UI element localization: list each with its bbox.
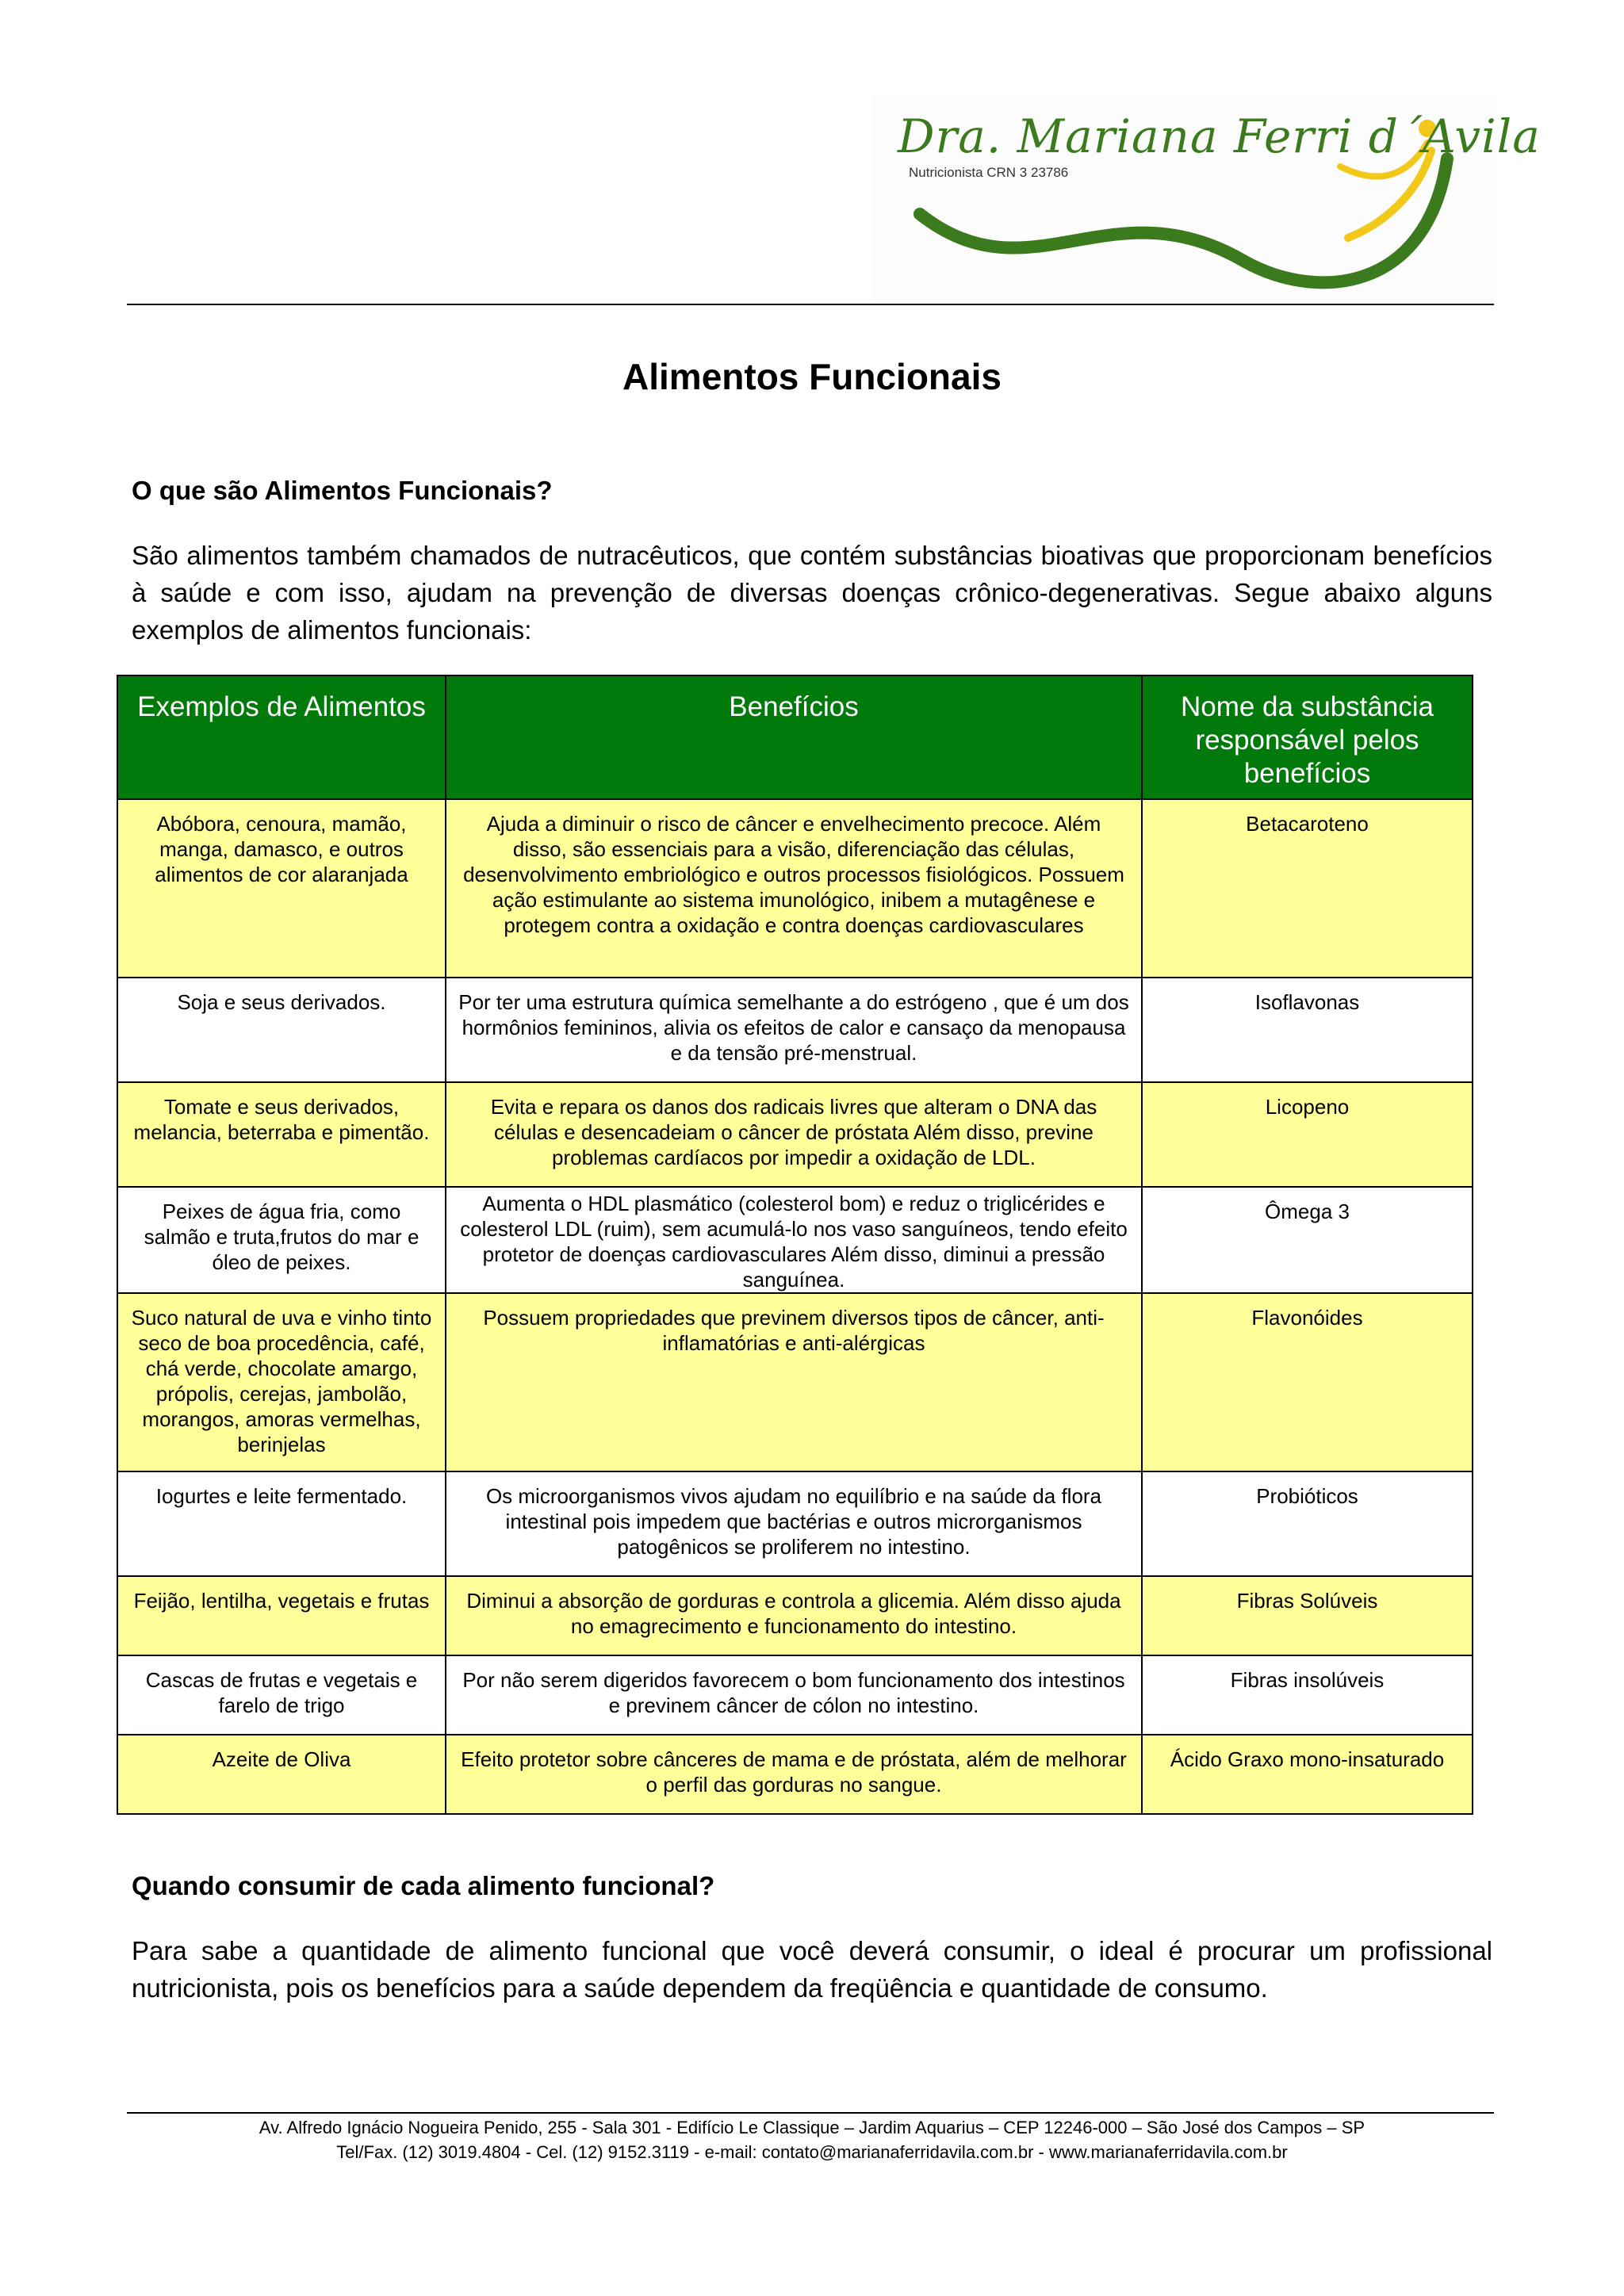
header-foods: Exemplos de Alimentos bbox=[117, 675, 446, 799]
table-row bbox=[117, 1576, 1473, 1655]
food-cell: Feijão, lentilha, vegetais e frutas bbox=[117, 1576, 446, 1655]
header-substance: Nome da substância responsável pelos benefícios bbox=[1142, 675, 1473, 799]
benefit-cell: Efeito protetor sobre cânceres de mama e de próstata, além de melhorar o perfil das gorduras no sangue. bbox=[446, 1735, 1142, 1814]
food-cell: Iogurtes e leite fermentado. bbox=[117, 1471, 446, 1576]
table-row bbox=[117, 1293, 1473, 1471]
table-row bbox=[117, 1187, 1473, 1293]
substance-cell: Isoflavonas bbox=[1142, 978, 1473, 1082]
benefit-cell: Por não serem digeridos favorecem o bom funcionamento dos intestinos e previnem câncer de cólon no intestino. bbox=[446, 1655, 1142, 1735]
substance-cell: Betacaroteno bbox=[1142, 799, 1473, 978]
benefit-cell: Evita e repara os danos dos radicais livres que alteram o DNA das células e desencadeiam o câncer de próstata Além disso, previne problemas cardíacos por impedir a oxidação de LDL. bbox=[446, 1082, 1142, 1187]
food-cell: Tomate e seus derivados, melancia, beterraba e pimentão. bbox=[117, 1082, 446, 1187]
substance-cell: Fibras insolúveis bbox=[1142, 1655, 1473, 1735]
benefit-cell: Aumenta o HDL plasmático (colesterol bom) e reduz o triglicérides e colesterol LDL (ruim), sem acumulá-lo nos vaso sanguíneos, tendo efeito protetor de doenças cardiovasculares Além disso, diminui a pressão sanguínea. bbox=[446, 1187, 1142, 1293]
food-cell: Abóbora, cenoura, mamão, manga, damasco, e outros alimentos de cor alaranjada bbox=[117, 799, 446, 978]
table-row bbox=[117, 1735, 1473, 1814]
substance-cell: Ômega 3 bbox=[1142, 1187, 1473, 1293]
footer-divider bbox=[127, 2112, 1494, 2114]
benefit-cell: Diminui a absorção de gorduras e controla a glicemia. Além disso ajuda no emagrecimento e funcionamento do intestino. bbox=[446, 1576, 1142, 1655]
logo-name: Dra. Mariana Ferri d´Avila bbox=[898, 109, 1541, 163]
table-row bbox=[117, 1082, 1473, 1187]
table-row bbox=[117, 1655, 1473, 1735]
header-benefits: Benefícios bbox=[446, 675, 1142, 799]
substance-cell: Fibras Solúveis bbox=[1142, 1576, 1473, 1655]
benefit-cell: Por ter uma estrutura química semelhante a do estrógeno , que é um dos hormônios femininos, alivia os efeitos de calor e cansaço da menopausa e da tensão pré-menstrual. bbox=[446, 978, 1142, 1082]
footer-address: Av. Alfredo Ignácio Nogueira Penido, 255 - Sala 301 - Edifício Le Classique – Jardim Aquarius – CEP 12246-000 – São José dos Campos – SP bbox=[259, 2118, 1365, 2137]
table-row bbox=[117, 1471, 1473, 1576]
food-cell: Cascas de frutas e vegetais e farelo de trigo bbox=[117, 1655, 446, 1735]
benefit-cell: Ajuda a diminuir o risco de câncer e envelhecimento precoce. Além disso, são essenciais para a visão, diferenciação das células, desenvolvimento embriológico e outros processos fisiológicos. Possuem ação estimulante ao sistema imunológico, inibem a mutagênese e protegem contra a oxidação e contra doenças cardiovasculares bbox=[446, 799, 1142, 978]
substance-cell: Ácido Graxo mono-insaturado bbox=[1142, 1735, 1473, 1814]
benefit-cell: Os microorganismos vivos ajudam no equilíbrio e na saúde da flora intestinal pois impedem que bactérias e outros microrganismos patogênicos se proliferem no intestino. bbox=[446, 1471, 1142, 1576]
food-cell: Azeite de Oliva bbox=[117, 1735, 446, 1814]
table-row bbox=[117, 799, 1473, 978]
functional-foods-table bbox=[117, 675, 1473, 1815]
section1-text: São alimentos também chamados de nutracêuticos, que contém substâncias bioativas que proporcionam benefícios à saúde e com isso, ajudam na prevenção de diversas doenças crônico-degenerativas. Segue abaixo alguns exemplos de alimentos funcionais: bbox=[132, 541, 1492, 645]
section2-text: Para sabe a quantidade de alimento funcional que você deverá consumir, o ideal é procurar um profissional nutricionista, pois os benefícios para a saúde dependem da freqüência e quantidade de consumo. bbox=[132, 1936, 1492, 2003]
page-title: Alimentos Funcionais bbox=[622, 356, 1002, 397]
table-header-row bbox=[117, 675, 1473, 799]
food-cell: Peixes de água fria, como salmão e truta,frutos do mar e óleo de peixes. bbox=[117, 1187, 446, 1293]
header-divider bbox=[127, 304, 1494, 305]
substance-cell: Licopeno bbox=[1142, 1082, 1473, 1187]
substance-cell: Flavonóides bbox=[1142, 1293, 1473, 1471]
section1-heading: O que são Alimentos Funcionais? bbox=[132, 476, 553, 505]
section2-heading: Quando consumir de cada alimento funcional? bbox=[132, 1871, 715, 1900]
logo bbox=[872, 95, 1541, 303]
logo-subtitle: Nutricionista CRN 3 23786 bbox=[909, 165, 1069, 180]
benefit-cell: Possuem propriedades que previnem diversos tipos de câncer, anti-inflamatórias e anti-alérgicas bbox=[446, 1293, 1142, 1471]
food-cell: Suco natural de uva e vinho tinto seco de boa procedência, café, chá verde, chocolate amargo, própolis, cerejas, jambolão, morangos, amoras vermelhas, berinjelas bbox=[117, 1293, 446, 1471]
table-row bbox=[117, 978, 1473, 1082]
substance-cell: Probióticos bbox=[1142, 1471, 1473, 1576]
footer-contact: Tel/Fax. (12) 3019.4804 - Cel. (12) 9152.3119 - e-mail: contato@marianaferridavila.com.br - www.marianaferridavila.com.br bbox=[336, 2142, 1288, 2162]
food-cell: Soja e seus derivados. bbox=[117, 978, 446, 1082]
